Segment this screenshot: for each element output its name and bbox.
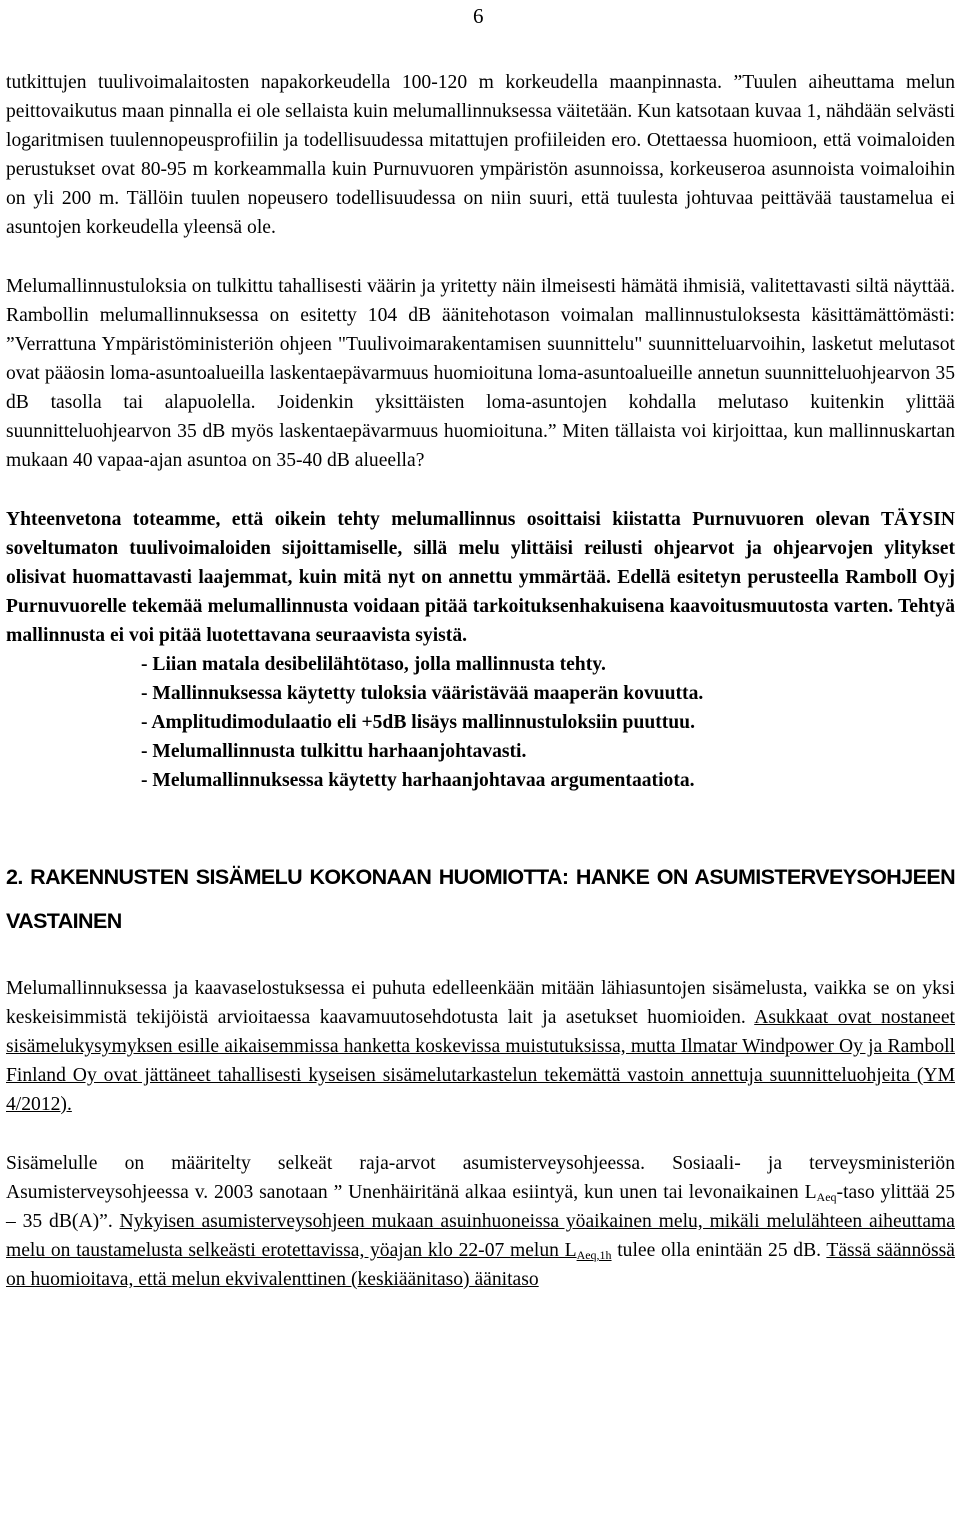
list-item: - Liian matala desibelilähtötaso, jolla mallinnusta tehty. bbox=[141, 654, 606, 675]
paragraph-indoor-noise-text: Melumallinnuksessa ja kaavaselostuksessa ei puhuta edelleenkään mitään lähiasuntojen sisämelusta, vaikka se on yksi keskeisimmistä tekijöistä arvioitaessa kaavamuutosehdotusta lait ja asetukset huomioiden. bbox=[6, 978, 955, 1028]
paragraph-indoor-noise-underlined: Asukkaat ovat nostaneet sisämelukysymyksen esille aikaisemmissa hanketta koskevissa muistutuksissa, mutta Ilmatar Windpower Oy ja Ramboll Finland Oy ovat jättäneet tahallisesti kyseisen sisämelutarkastelun tekemättä vastoin annettuja suunnitteluohjeita (YM 4/2012). bbox=[6, 1007, 955, 1115]
section-heading: 2. RAKENNUSTEN SISÄMELU KOKONAAN HUOMIOTTA: HANKE ON ASUMISTERVEYSOHJEEN VASTAINEN bbox=[6, 865, 955, 933]
health-text-underlined-2: Tässä säännössä on huomioitava, että melun ekvivalenttinen (keskiäänitaso) äänitaso bbox=[6, 1240, 955, 1290]
health-text-underlined-1: Nykyisen asumisterveysohjeen mukaan asuinhuoneissa yöaikainen melu, mikäli melulähteen aiheuttama melu on taustamelusta selkeästi erotettavissa, yöajan klo 22-07 melun L bbox=[6, 1211, 955, 1261]
subscript-aeq: Aeq bbox=[816, 1190, 837, 1204]
paragraph-indoor-noise bbox=[6, 974, 955, 1119]
health-text-1: Sisämelulle on määritelty selkeät raja-arvot asumisterveysohjeessa. Sosiaali- ja terveysministeriön Asumisterveysohjeessa v. 2003 sanotaan ” Unenhäiritänä alkaa esiintyä, kun unen tai levonaikainen L bbox=[6, 1153, 955, 1203]
paragraph-summary: Yhteenvetona toteamme, että oikein tehty melumallinnus osoittaisi kiistatta Purnuvuoren olevan TÄYSIN soveltumaton tuulivoimaloiden sijoittamiselle, sillä melu ylittäisi reilusti ohjearvot ja ohjearvojen ylitykset olisivat huomattavasti laajemmat, kuin mitä nyt on annettu ymmärtää. Edellä esitetyn perusteella Ramboll Oyj Purnuvuorelle tekemää melumallinnusta voidaan pitää tarkoituksenhakuisena kaavoitusmuutosta varten. Tehtyä mallinnusta ei voi pitää luotettavana seuraavista syistä. bbox=[6, 509, 955, 646]
document-body bbox=[6, 68, 955, 1294]
list-item: - Melumallinnuksessa käytetty harhaanjohtavaa argumentaatiota. bbox=[141, 770, 695, 791]
paragraph-noise-results: Melumallinnustuloksia on tulkittu tahallisesti väärin ja yritetty näin ilmeisesti hämätä ihmisiä, valitettavasti siltä näyttää. Rambollin melumallinnuksessa on esitetty 104 dB äänitehotason voimalan mallinnustuloksesta käsittämättömästi: ”Verrattuna Ympäristöministeriön ohjeen "Tuulivoimarakentamisen suunnittelu" suunnitteluarvoihin, lasketut melutasot ovat pääosin loma-asuntoalueilla laskentaepävarmuus huomioituna loma-asuntoalueille annetun suunnitteluohjearvon 35 dB tasolla tai alapuolella. Joidenkin yksittäisten loma-asuntojen kohdalla melutaso kuitenkin ylittää suunnitteluohjearvon 35 dB myös laskentaepävarmuus huomioituna.” Miten tällaista voi kirjoittaa, kun mallinnuskartan mukaan 40 vapaa-ajan asuntoa on 35-40 dB alueella? bbox=[6, 276, 955, 471]
health-text-3: tulee olla enintään 25 dB. bbox=[611, 1240, 822, 1261]
reasons-list bbox=[6, 650, 955, 795]
list-item: - Melumallinnusta tulkittu harhaanjohtavasti. bbox=[141, 741, 527, 762]
health-text-2: -taso ylittää 25 – 35 dB(A)”. bbox=[6, 1182, 955, 1232]
page-number: 6 bbox=[473, 4, 484, 28]
subscript-aeq-1h: Aeq,1h bbox=[576, 1248, 612, 1262]
list-item: - Mallinnuksessa käytetty tuloksia vääristävää maaperän kovuutta. bbox=[141, 683, 704, 704]
paragraph-health-guideline bbox=[6, 1149, 955, 1294]
paragraph-wind-profile: tutkittujen tuulivoimalaitosten napakorkeudella 100-120 m korkeudella maanpinnasta. ”Tuulen aiheuttama melun peittovaikutus maan pinnalla ei ole sellaista kuin melumallinnuksessa väitetään. Kun katsotaan kuvaa 1, nähdään selvästi logaritmisen tuulennopeusprofiilin ja todellisuudessa mitattujen profiileiden ero. Otettaessa huomioon, että voimaloiden perustukset ovat 80-95 m korkeammalla kuin Purnuvuoren ympäristön asunnoissa, korkeuseroa asunnoista voimaloihin on yli 200 m. Tällöin tuulen nopeusero todellisuudessa on niin suuri, että tuulesta johtuvaa peittävää taustamelua ei asuntojen korkeudella yleensä ole. bbox=[6, 72, 955, 238]
list-item: - Amplitudimodulaatio eli +5dB lisäys mallinnustuloksiin puuttuu. bbox=[141, 712, 695, 733]
